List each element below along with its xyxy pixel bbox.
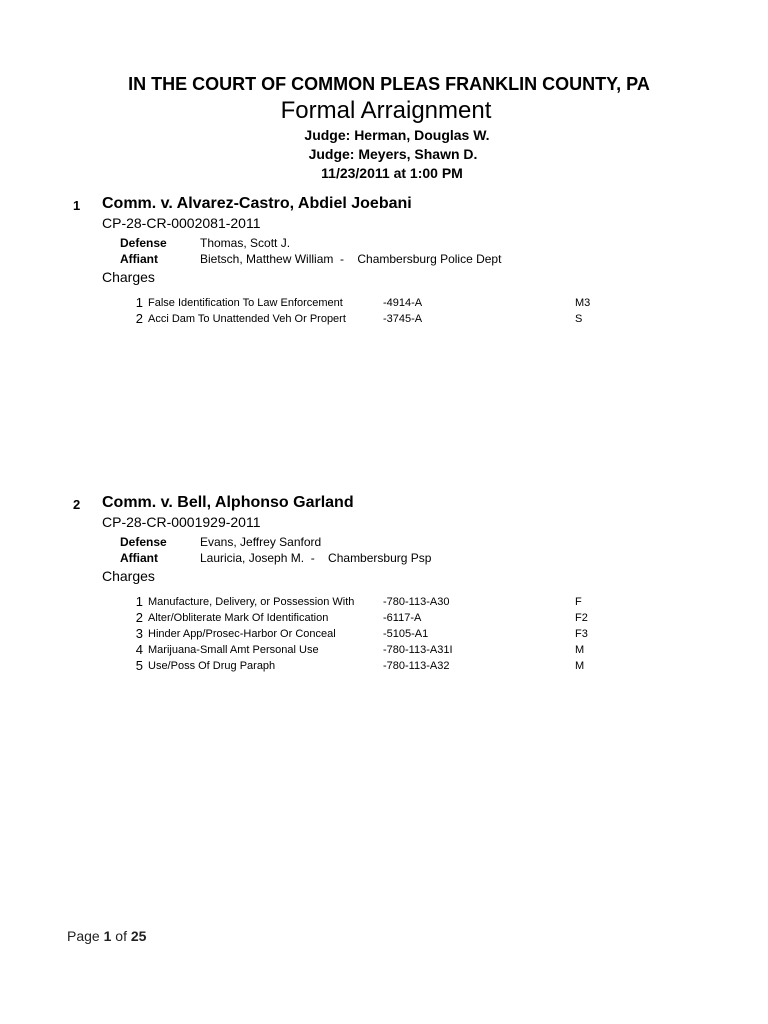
of-word: of [115, 928, 127, 944]
charge-description: False Identification To Law Enforcement [148, 297, 343, 309]
current-page: 1 [103, 928, 112, 944]
charge-statute: -780-113-A31I [383, 644, 453, 656]
court-name: IN THE COURT OF COMMON PLEAS FRANKLIN COUNTY, PA [128, 74, 650, 94]
affiant-name: Lauricia, Joseph M. - Chambersburg Psp [200, 551, 432, 565]
defense-attorney: Thomas, Scott J. [200, 236, 291, 250]
charge-grade: M [575, 644, 585, 656]
charge-row [0, 296, 768, 312]
charge-statute: -4914-A [383, 297, 423, 309]
case-caption: Comm. v. Bell, Alphonso Garland [102, 494, 354, 511]
charge-number: 3 [135, 626, 143, 641]
charge-grade: M [575, 660, 585, 672]
charge-statute: -6117-A [383, 612, 422, 624]
defense-label: Defense [120, 236, 167, 250]
page-footer [67, 928, 146, 944]
hearing-datetime: 11/23/2011 at 1:00 PM [321, 165, 463, 181]
charge-description: Alter/Obliterate Mark Of Identification [148, 612, 329, 624]
charge-number: 5 [135, 658, 143, 673]
charge-row [0, 312, 768, 328]
charge-description: Hinder App/Prosec-Harbor Or Conceal [148, 628, 336, 640]
charge-grade: S [575, 313, 583, 325]
case-number: 2 [73, 497, 81, 512]
defense-label: Defense [120, 535, 167, 549]
charge-number: 4 [135, 642, 143, 657]
charge-statute: -780-113-A32 [383, 660, 450, 672]
charges-heading: Charges [102, 568, 155, 584]
charges-heading: Charges [102, 269, 155, 285]
charge-grade: F [575, 596, 582, 608]
charge-grade: F3 [575, 628, 588, 640]
charge-row [0, 659, 768, 675]
charge-description: Manufacture, Delivery, or Possession With [148, 596, 355, 608]
charge-statute: -780-113-A30 [383, 596, 450, 608]
judge-line: Judge: Herman, Douglas W. [304, 127, 490, 143]
charge-row [0, 627, 768, 643]
affiant-name: Bietsch, Matthew William - Chambersburg Police Dept [200, 252, 502, 266]
document-header [0, 72, 768, 183]
total-pages: 25 [130, 928, 147, 944]
defense-attorney: Evans, Jeffrey Sanford [200, 535, 322, 549]
charge-description: Use/Poss Of Drug Paraph [148, 660, 276, 672]
charge-row [0, 643, 768, 659]
docket-number: CP-28-CR-0001929-2011 [102, 514, 261, 530]
case-caption: Comm. v. Alvarez-Castro, Abdiel Joebani [102, 195, 412, 212]
document-title: Formal Arraignment [280, 97, 492, 124]
charge-statute: -5105-A1 [383, 628, 429, 640]
page-word: Page [67, 928, 100, 944]
charge-row [0, 611, 768, 627]
charge-statute: -3745-A [383, 313, 423, 325]
charge-row [0, 595, 768, 611]
affiant-label: Affiant [120, 252, 158, 266]
charge-number: 2 [135, 311, 143, 326]
charge-description: Marijuana-Small Amt Personal Use [148, 644, 319, 656]
case-number: 1 [73, 198, 81, 213]
charge-grade: F2 [575, 612, 588, 624]
charge-number: 1 [135, 594, 143, 609]
judge-line: Judge: Meyers, Shawn D. [308, 146, 478, 162]
charge-description: Acci Dam To Unattended Veh Or Propert [148, 313, 346, 325]
charge-grade: M3 [575, 297, 591, 309]
charge-number: 2 [135, 610, 143, 625]
charge-number: 1 [135, 295, 143, 310]
affiant-label: Affiant [120, 551, 158, 565]
docket-number: CP-28-CR-0002081-2011 [102, 215, 261, 231]
